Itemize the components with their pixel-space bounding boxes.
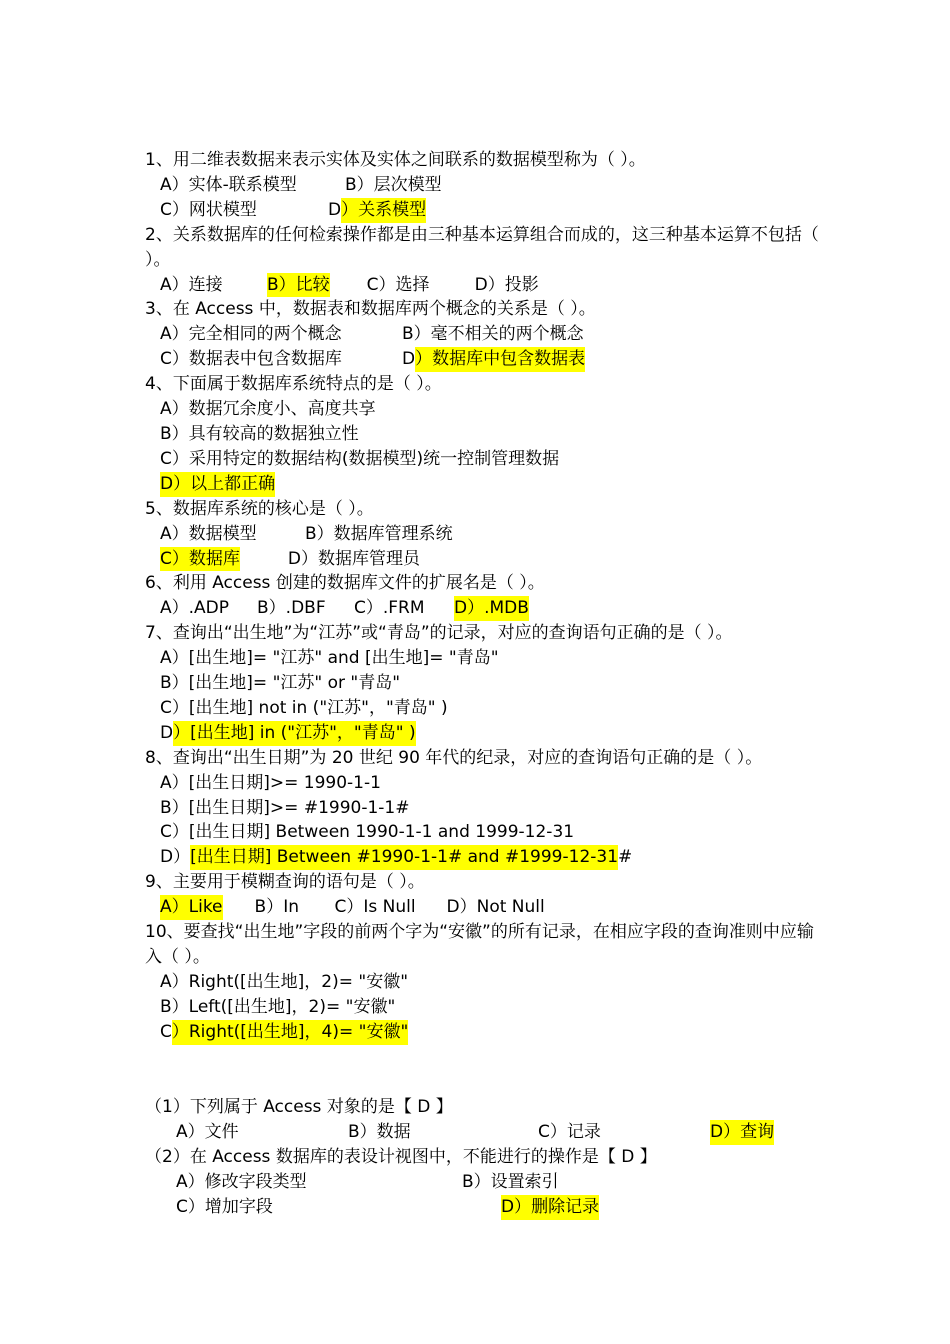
extra-question-list bbox=[145, 1095, 845, 1220]
option-row bbox=[160, 472, 825, 497]
highlighted-answer: ）[出生地] in ("江苏"，"青岛" ) bbox=[173, 721, 416, 746]
question-options bbox=[145, 596, 825, 621]
highlighted-answer: D）以上都正确 bbox=[160, 472, 275, 497]
question-block bbox=[145, 746, 825, 871]
question-options bbox=[145, 895, 825, 920]
extra-question-options bbox=[145, 1120, 845, 1145]
option-text: C）增加字段 bbox=[176, 1196, 273, 1217]
option-text: C）选择 bbox=[366, 274, 430, 295]
option-row bbox=[160, 696, 825, 721]
option-text: B）数据库管理系统 bbox=[305, 523, 453, 544]
option-text: B）设置索引 bbox=[462, 1171, 559, 1192]
option-text: C bbox=[160, 1021, 172, 1042]
option-text: D bbox=[402, 349, 416, 370]
highlighted-answer: D）查询 bbox=[710, 1120, 774, 1145]
question-block bbox=[145, 372, 825, 497]
option-text: # bbox=[618, 847, 633, 868]
option-text: A）数据模型 bbox=[160, 523, 257, 544]
option-text: C）[出生地] not in ("江苏"，"青岛" ) bbox=[160, 697, 448, 718]
option-text: A）文件 bbox=[176, 1121, 239, 1142]
option-text: B）In bbox=[254, 897, 299, 918]
option-text: C）.FRM bbox=[354, 598, 425, 619]
extra-question-stem: （1）下列属于 Access 对象的是【 D 】 bbox=[145, 1097, 453, 1117]
option-row bbox=[160, 721, 825, 746]
option-row bbox=[160, 547, 825, 572]
option-text: A）修改字段类型 bbox=[176, 1171, 307, 1192]
question-options bbox=[145, 322, 825, 372]
option-row bbox=[160, 671, 825, 696]
option-row bbox=[160, 771, 825, 796]
question-stem: 7、查询出“出生地”为“江苏”或“青岛”的记录，对应的查询语句正确的是（ ）。 bbox=[145, 623, 733, 644]
question-stem: 1、用二维表数据来表示实体及实体之间联系的数据模型称为（ ）。 bbox=[145, 150, 646, 170]
option-row bbox=[160, 596, 825, 621]
option-row bbox=[160, 422, 825, 447]
question-block bbox=[145, 920, 825, 1045]
option-row bbox=[160, 447, 825, 472]
option-row bbox=[160, 322, 825, 347]
highlighted-answer: ）Right([出生地]，4)= "安徽" bbox=[172, 1020, 408, 1045]
option-text: B）毫不相关的两个概念 bbox=[402, 324, 584, 345]
option-text: A）.ADP bbox=[160, 598, 230, 619]
option-text: C）记录 bbox=[538, 1121, 601, 1142]
option-text: A）[出生地]= "江苏" and [出生地]= "青岛" bbox=[160, 648, 499, 669]
option-text: A）Right([出生地]，2)= "安徽" bbox=[160, 971, 409, 992]
option-row bbox=[160, 995, 825, 1020]
question-options bbox=[145, 771, 825, 871]
question-block bbox=[145, 621, 825, 746]
option-text: D bbox=[160, 722, 174, 743]
question-block bbox=[145, 870, 825, 920]
option-row bbox=[176, 1170, 845, 1195]
option-text: D）投影 bbox=[474, 274, 539, 295]
question-options bbox=[145, 646, 825, 746]
option-row bbox=[160, 273, 825, 298]
question-options bbox=[145, 970, 825, 1045]
question-block bbox=[145, 571, 825, 621]
option-text: A）实体-联系模型 bbox=[160, 174, 297, 195]
question-block bbox=[145, 148, 825, 223]
question-stem: 4、下面属于数据库系统特点的是（ ）。 bbox=[145, 374, 442, 395]
extra-question-stem: （2）在 Access 数据库的表设计视图中，不能进行的操作是【 D 】 bbox=[145, 1146, 657, 1167]
option-text: C）数据表中包含数据库 bbox=[160, 349, 342, 370]
option-row bbox=[160, 522, 825, 547]
option-row bbox=[160, 845, 825, 870]
question-options bbox=[145, 522, 825, 572]
option-row bbox=[160, 347, 825, 372]
question-list bbox=[145, 148, 825, 1045]
option-row bbox=[160, 970, 825, 995]
question-options bbox=[145, 173, 825, 223]
highlighted-answer: C）数据库 bbox=[160, 547, 240, 572]
highlighted-answer: D）.MDB bbox=[454, 596, 529, 621]
option-row bbox=[160, 198, 825, 223]
option-row bbox=[160, 820, 825, 845]
option-text: B）具有较高的数据独立性 bbox=[160, 423, 359, 444]
option-text: C）采用特定的数据结构(数据模型)统一控制管理数据 bbox=[160, 448, 560, 469]
question-stem: 3、在 Access 中，数据表和数据库两个概念的关系是（ ）。 bbox=[145, 299, 596, 320]
highlighted-answer: ）关系模型 bbox=[341, 198, 426, 223]
question-stem: 6、利用 Access 创建的数据库文件的扩展名是（ ）。 bbox=[145, 573, 545, 594]
option-text: B）[出生日期]>= #1990-1-1# bbox=[160, 797, 410, 818]
option-row bbox=[160, 646, 825, 671]
extra-question-options bbox=[145, 1170, 845, 1220]
option-text: B）.DBF bbox=[257, 598, 326, 619]
highlighted-answer: ）数据库中包含数据表 bbox=[415, 347, 585, 372]
question-stem: 10、要查找“出生地”字段的前两个字为“安徽”的所有记录，在相应字段的查询准则中应输入（ ）。 bbox=[145, 922, 814, 967]
option-row bbox=[160, 895, 825, 920]
option-text: B）层次模型 bbox=[345, 174, 442, 195]
extra-question-block bbox=[145, 1095, 845, 1145]
question-options bbox=[145, 397, 825, 497]
option-text: C）[出生日期] Between 1990-1-1 and 1999-12-31 bbox=[160, 822, 575, 843]
extra-question-block bbox=[145, 1145, 845, 1220]
highlighted-answer: B）比较 bbox=[267, 273, 330, 298]
question-stem: 9、主要用于模糊查询的语句是（ ）。 bbox=[145, 872, 425, 893]
highlighted-answer: [出生日期] Between #1990-1-1# and #1999-12-31 bbox=[190, 845, 618, 870]
option-text: B）数据 bbox=[348, 1121, 411, 1142]
option-text: D）数据库管理员 bbox=[287, 548, 420, 569]
option-text: A）完全相同的两个概念 bbox=[160, 324, 342, 345]
option-text: D）Not Null bbox=[446, 897, 545, 918]
option-row bbox=[160, 173, 825, 198]
question-block bbox=[145, 297, 825, 372]
question-stem: 2、关系数据库的任何检索操作都是由三种基本运算组合而成的，这三种基本运算不包括（ ）。 bbox=[145, 224, 819, 270]
question-stem: 8、查询出“出生日期”为 20 世纪 90 年代的纪录，对应的查询语句正确的是（ ）。 bbox=[145, 747, 763, 768]
question-options bbox=[145, 273, 825, 298]
option-row bbox=[160, 1020, 825, 1045]
option-text: B）[出生地]= "江苏" or "青岛" bbox=[160, 673, 401, 694]
option-text: D） bbox=[160, 847, 191, 868]
option-text: A）连接 bbox=[160, 274, 223, 295]
option-text: A）[出生日期]>= 1990-1-1 bbox=[160, 772, 381, 793]
option-text: D bbox=[328, 199, 342, 220]
option-text: C）Is Null bbox=[334, 897, 416, 918]
question-stem: 5、数据库系统的核心是（ ）。 bbox=[145, 498, 374, 519]
highlighted-answer: D）删除记录 bbox=[501, 1195, 599, 1220]
option-text: C）网状模型 bbox=[160, 199, 257, 220]
option-text: B）Left([出生地]，2)= "安徽" bbox=[160, 996, 396, 1017]
question-block bbox=[145, 497, 825, 572]
highlighted-answer: A）Like bbox=[160, 895, 223, 920]
question-block bbox=[145, 223, 825, 298]
option-row bbox=[160, 796, 825, 821]
option-row bbox=[160, 397, 825, 422]
option-text: A）数据冗余度小、高度共享 bbox=[160, 399, 376, 420]
option-row bbox=[176, 1120, 845, 1145]
option-row bbox=[176, 1195, 845, 1220]
